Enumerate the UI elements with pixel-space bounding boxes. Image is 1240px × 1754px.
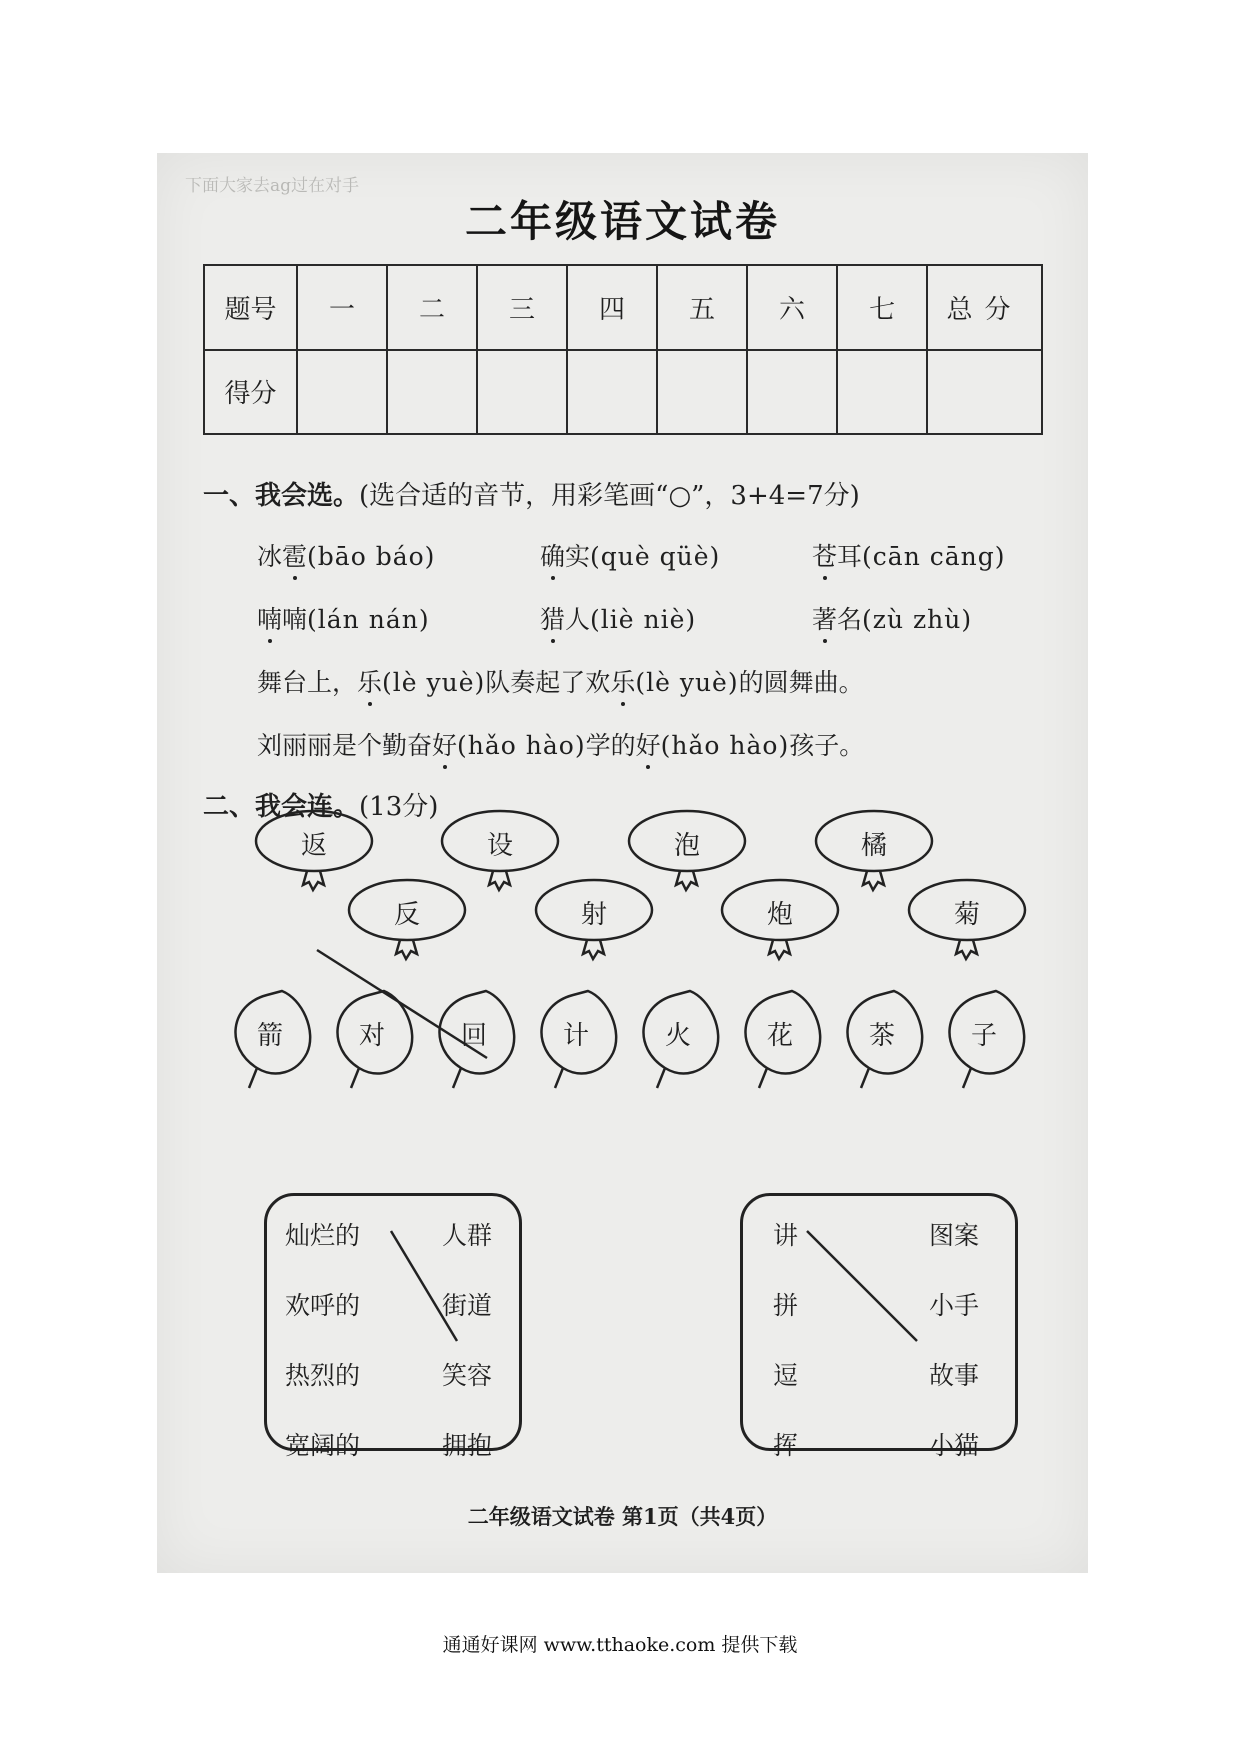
balloon-char[interactable]: 炮 [766,900,793,930]
page-title: 二年级语文试卷 [464,197,780,246]
balloon-char[interactable]: 返 [300,831,327,861]
pinyin-options: (cān cāng) [862,542,1006,571]
pinyin-options: (hǎo hào) [457,731,586,760]
score-cell: 四 [567,265,657,350]
matching-area [157,153,1088,1573]
score-cell: 七 [837,265,927,350]
dotted-char: 确 [540,542,566,571]
score-cell: 六 [747,265,837,350]
match-word[interactable]: 小猫 [929,1431,980,1460]
sentence-text: 学的 [585,731,636,760]
score-cell-total: 总分 [927,265,1042,350]
sentence-text: 队奏起了欢 [485,668,611,697]
pinyin-options: (liè niè) [590,605,697,634]
dotted-char: 好 [432,731,458,760]
word-part: 冰 [257,542,283,571]
bleed-through-text: 下面大家去ag过在对手 [185,176,360,196]
pinyin-options: (lè yuè) [382,668,486,697]
dotted-char: 喃 [257,605,283,634]
pinyin-options: (bāo báo) [307,542,436,571]
match-word[interactable]: 逗 [773,1361,799,1390]
leaf-char[interactable]: 子 [970,1021,997,1051]
match-word[interactable]: 街道 [442,1291,493,1320]
sentence-text: 舞台上， [257,668,358,697]
dotted-char: 著 [812,605,838,634]
section2-note: (13分) [359,792,439,822]
sentence-text: 刘丽丽是个勤奋 [257,731,433,760]
leaf-char[interactable]: 花 [766,1021,793,1051]
balloon-char[interactable]: 橘 [860,831,887,861]
section1-heading-text: 一、我会选。 [203,481,360,511]
sentence-text: 的圆舞曲。 [738,668,864,697]
dotted-char: 乐 [357,668,383,697]
score-cell: 一 [297,265,387,350]
score-cell: 二 [387,265,477,350]
dotted-char: 雹 [282,542,308,571]
balloon-char[interactable]: 反 [393,900,420,930]
balloon-char[interactable]: 射 [580,900,607,930]
match-word[interactable]: 拼 [773,1291,799,1320]
match-word[interactable]: 宽阔的 [285,1431,361,1460]
leaf-char[interactable]: 茶 [868,1021,895,1051]
match-word[interactable]: 挥 [773,1431,799,1460]
dotted-char: 苍 [812,542,838,571]
balloon-char[interactable]: 菊 [953,900,980,930]
word-part: 喃 [282,605,308,634]
score-cell: 得分 [204,350,297,435]
word-part: 人 [565,605,591,634]
pinyin-options: (hǎo hào) [660,731,790,760]
match-word[interactable]: 灿烂的 [285,1221,361,1250]
balloon-char[interactable]: 泡 [673,831,700,861]
pinyin-options: (lè yuè) [635,668,739,697]
section2-heading-text: 二、我会连。 [203,792,360,822]
word-part: 实 [565,542,591,571]
score-cell: 五 [657,265,747,350]
leaf-char[interactable]: 箭 [256,1021,283,1051]
pinyin-options: (lán nán) [307,605,430,634]
dotted-char: 乐 [610,668,636,697]
leaf-char[interactable]: 火 [664,1021,691,1051]
leaf-char[interactable]: 对 [358,1021,385,1051]
balloon-char[interactable]: 设 [486,831,513,861]
match-word[interactable]: 欢呼的 [285,1291,361,1320]
page-footer: 二年级语文试卷 第1页（共4页） [467,1504,778,1529]
exam-paper [157,153,1088,1573]
leaf-char[interactable]: 计 [562,1021,589,1051]
match-word[interactable]: 讲 [773,1221,799,1250]
dotted-char: 好 [635,731,661,760]
match-word[interactable]: 故事 [929,1361,980,1390]
dotted-char: 猎 [540,605,566,634]
word-part: 耳 [837,542,863,571]
leaf-char[interactable]: 回 [460,1021,487,1051]
score-cell: 三 [477,265,567,350]
site-credit: 通通好课网 www.tthaoke.com 提供下载 [442,1634,798,1656]
pinyin-options: (zù zhù) [862,605,973,634]
section1-note: (选合适的音节，用彩笔画“○”，3+4=7分) [359,481,860,511]
match-word[interactable]: 图案 [929,1221,980,1250]
match-word[interactable]: 拥抱 [442,1431,493,1460]
word-part: 名 [837,605,863,634]
match-word[interactable]: 热烈的 [285,1361,361,1390]
pinyin-options: (què qüè) [590,542,721,571]
match-word[interactable]: 人群 [442,1221,493,1250]
match-word[interactable]: 小手 [929,1291,980,1320]
match-word[interactable]: 笑容 [442,1361,493,1390]
sentence-text: 孩子。 [789,731,865,760]
score-cell: 题号 [204,265,297,350]
